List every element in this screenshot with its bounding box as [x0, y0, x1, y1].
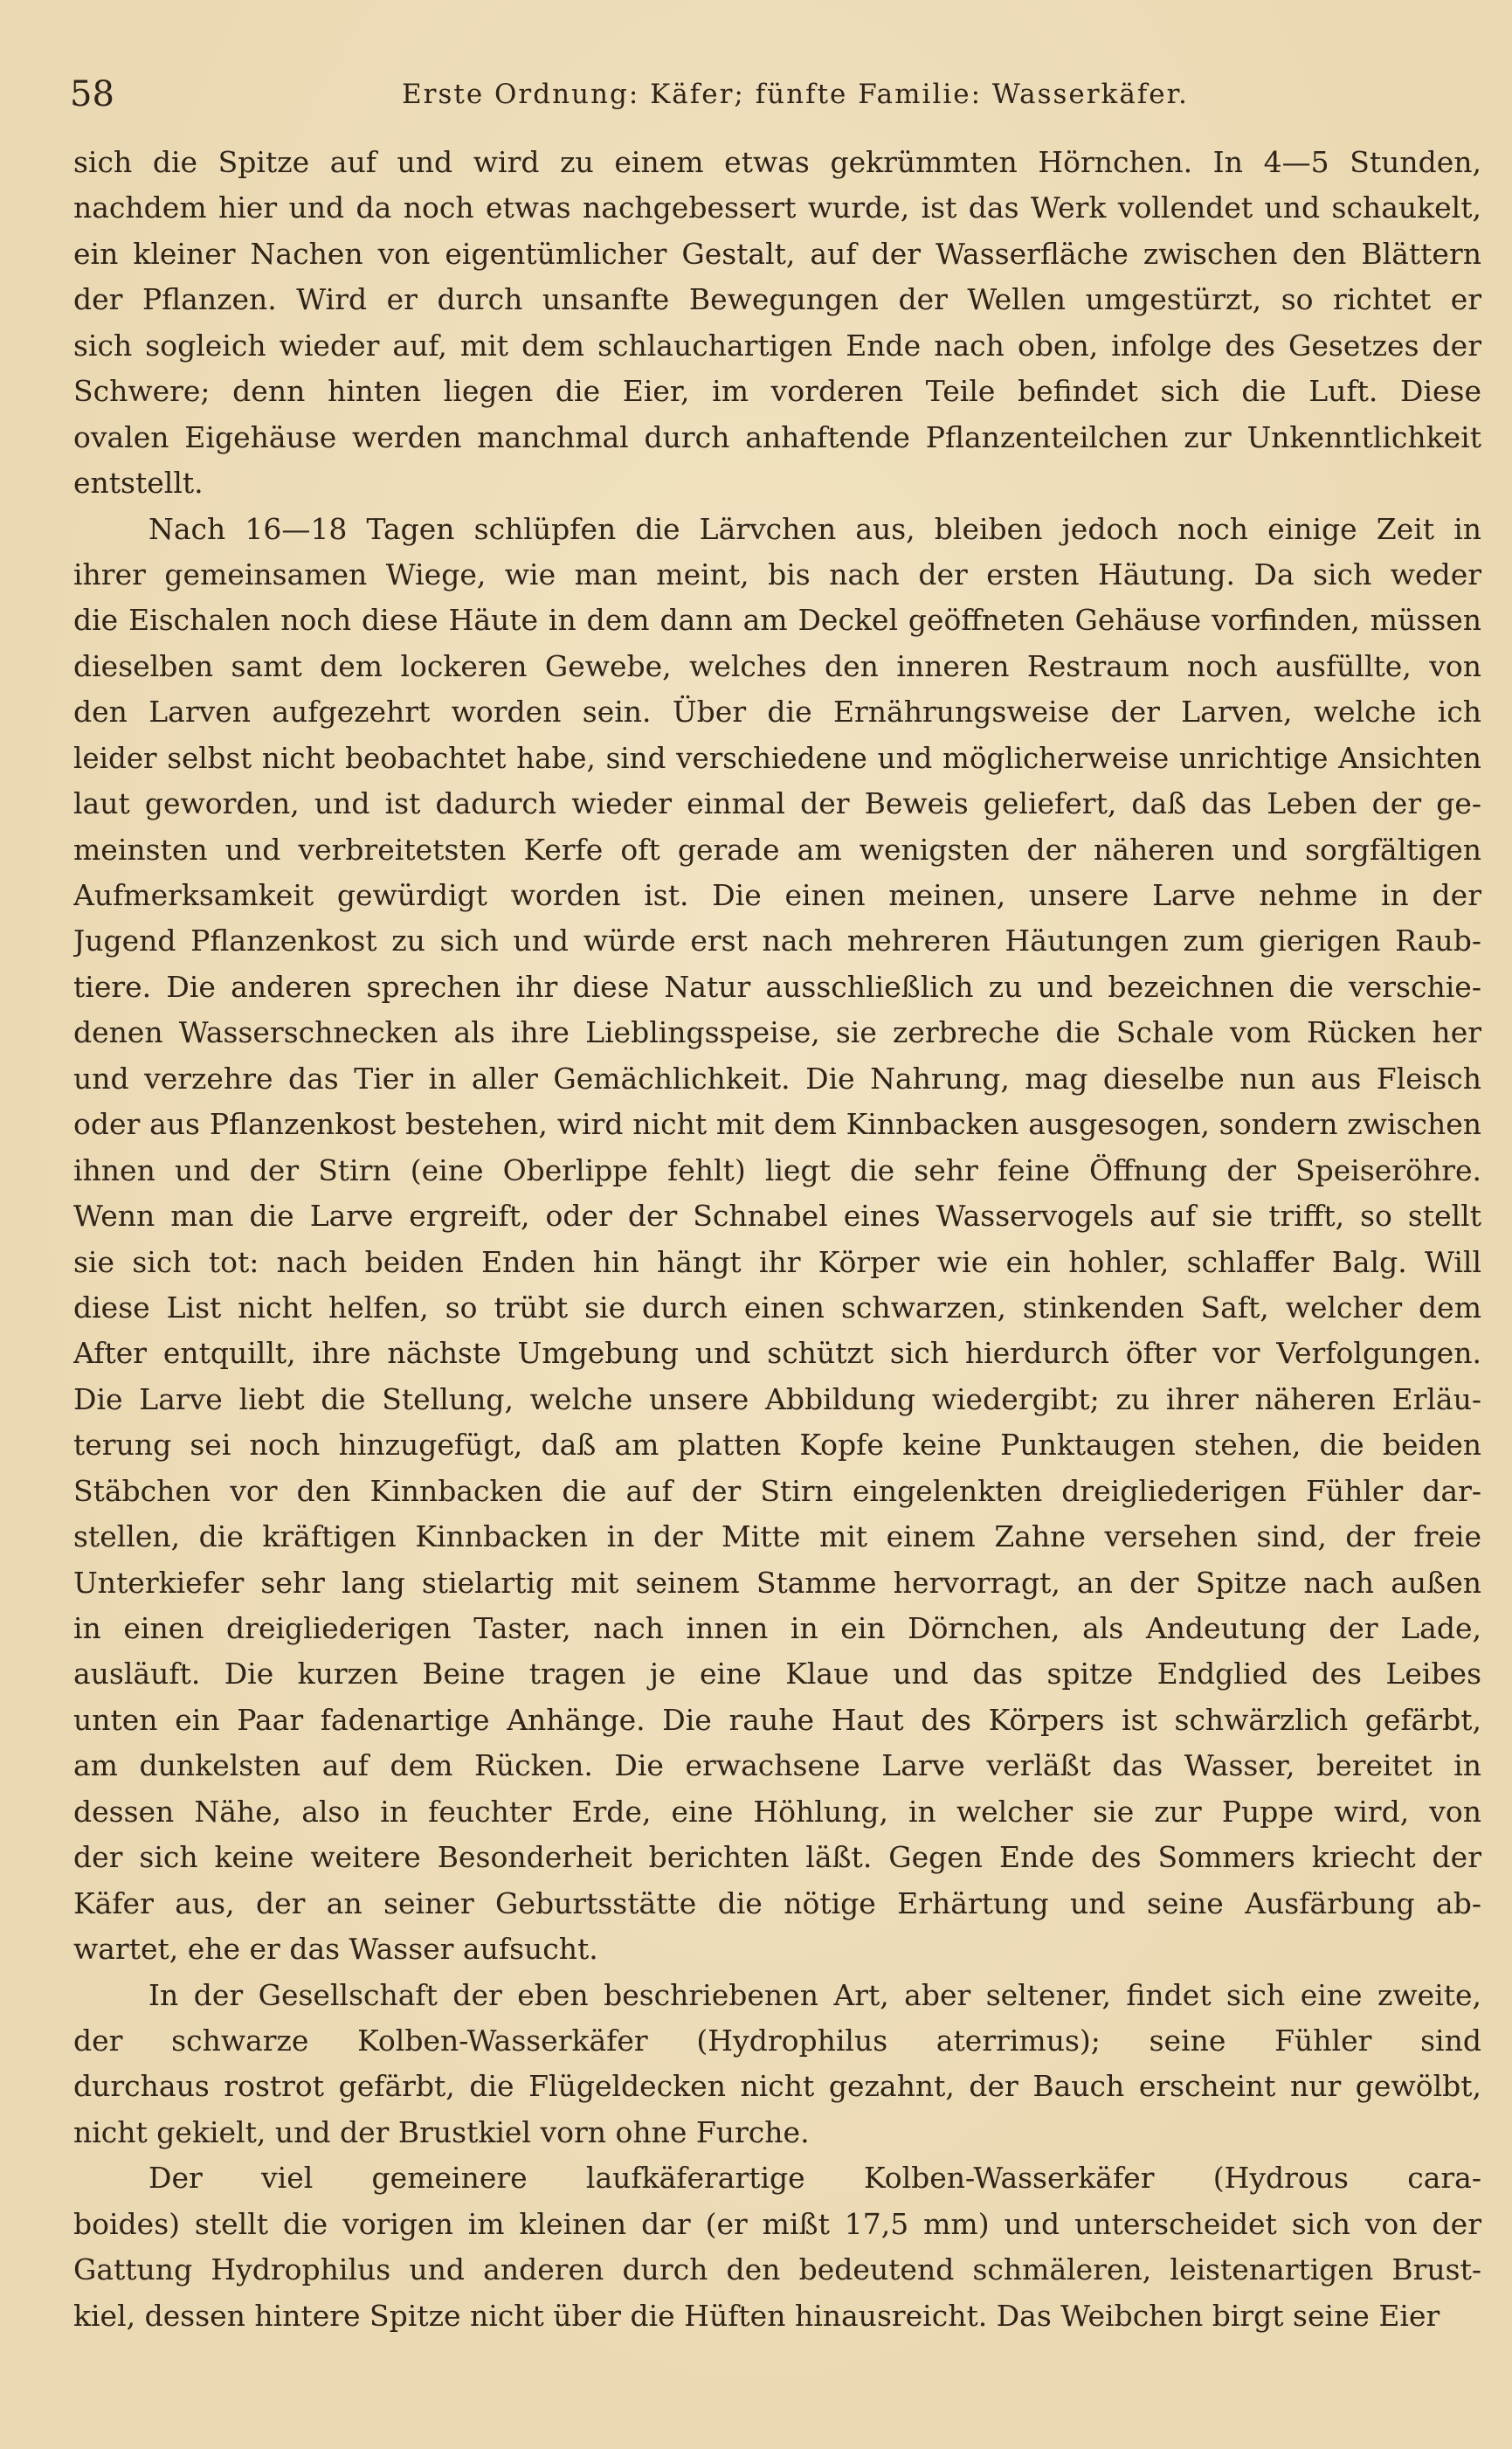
running-title: Erste Ordnung: Käfer; fünfte Familie: Wasserkäfer. — [402, 79, 1189, 110]
running-head — [70, 68, 1442, 121]
paragraph — [73, 2155, 1481, 2339]
text-line: Unterkiefer sehr lang stielartig mit seinem Stamme hervorragt, an der Spitze nach außen — [73, 1565, 1481, 1600]
text-line: Schwere; denn hinten liegen die Eier, im vorderen Teile befindet sich die Luft. Diese — [73, 374, 1481, 409]
text-line: Wenn man die Larve ergreift, oder der Schnabel eines Wasservogels auf sie trifft, so stellt — [73, 1199, 1481, 1234]
text-line: Gattung Hydrophilus und anderen durch den bedeutend schmäleren, leistenartigen Brust- — [73, 2252, 1481, 2287]
text-line: der sich keine weitere Besonderheit berichten läßt. Gegen Ende des Sommers kriecht der — [73, 1840, 1481, 1875]
text-line: sich sogleich wieder auf, mit dem schlauchartigen Ende nach oben, infolge des Gesetzes der — [73, 328, 1481, 363]
text-line: Nach 16—18 Tagen schlüpfen die Lärvchen aus, bleiben jedoch noch einige Zeit in — [148, 511, 1481, 546]
text-line: oder aus Pflanzenkost bestehen, wird nicht mit dem Kinnbacken ausgesogen, sondern zwischen — [73, 1107, 1481, 1142]
text-line: wartet, ehe er das Wasser aufsucht. — [73, 1932, 598, 1967]
text-line: nachdem hier und da noch etwas nachgebessert wurde, ist das Werk vollendet und schaukelt, — [73, 190, 1481, 225]
text-line: Die Larve liebt die Stellung, welche unsere Abbildung wiedergibt; zu ihrer näheren Erläu- — [73, 1381, 1481, 1416]
text-line: After entquillt, ihre nächste Umgebung und schützt sich hierdurch öfter vor Verfolgungen. — [73, 1336, 1481, 1371]
page-number: 58 — [70, 74, 114, 114]
text-line: Stäbchen vor den Kinnbacken die auf der Stirn eingelenkten dreigliederigen Fühler dar- — [73, 1473, 1481, 1508]
text-line: diese List nicht helfen, so trübt sie durch einen schwarzen, stinkenden Saft, welcher dem — [73, 1290, 1481, 1325]
text-line: sich die Spitze auf und wird zu einem etwas gekrümmten Hörnchen. In 4—5 Stunden, — [73, 145, 1481, 179]
paragraph — [73, 140, 1481, 507]
text-line: ihnen und der Stirn (eine Oberlippe fehlt) liegt die sehr feine Öffnung der Speiseröhre. — [73, 1152, 1481, 1187]
text-line: der schwarze Kolben-Wasserkäfer (Hydrophilus aterrimus); seine Fühler sind — [73, 2023, 1481, 2058]
body-text — [73, 140, 1481, 2339]
text-line: stellen, die kräftigen Kinnbacken in der Mitte mit einem Zahne versehen sind, der freie — [73, 1519, 1481, 1554]
text-line: am dunkelsten auf dem Rücken. Die erwachsene Larve verläßt das Wasser, bereitet in — [73, 1748, 1481, 1783]
text-line: denen Wasserschnecken als ihre Lieblingsspeise, sie zerbreche die Schale vom Rücken her — [73, 1015, 1481, 1050]
text-line: ausläuft. Die kurzen Beine tragen je eine Klaue und das spitze Endglied des Leibes — [73, 1657, 1481, 1691]
text-line: meinsten und verbreitetsten Kerfe oft gerade am wenigsten der näheren und sorgfältigen — [73, 832, 1481, 867]
paragraph — [73, 1973, 1481, 2156]
text-line: in einen dreigliederigen Taster, nach innen in ein Dörnchen, als Andeutung der Lade, — [73, 1611, 1481, 1645]
text-line: kiel, dessen hintere Spitze nicht über die Hüften hinausreicht. Das Weibchen birgt seine Eier — [73, 2298, 1440, 2333]
text-line: und verzehre das Tier in aller Gemächlichkeit. Die Nahrung, mag dieselbe nun aus Fleisch — [73, 1061, 1481, 1096]
text-line: durchaus rostrot gefärbt, die Flügeldecken nicht gezahnt, der Bauch erscheint nur gewölbt, — [73, 2069, 1481, 2104]
text-line: In der Gesellschaft der eben beschriebenen Art, aber seltener, findet sich eine zweite, — [148, 1977, 1481, 2012]
text-line: leider selbst nicht beobachtet habe, sind verschiedene und möglicherweise unrichtige Ansichten — [73, 741, 1481, 775]
text-line: Käfer aus, der an seiner Geburtsstätte die nötige Erhärtung und seine Ausfärbung ab- — [73, 1885, 1481, 1920]
text-line: terung sei noch hinzugefügt, daß am platten Kopfe keine Punktaugen stehen, die beiden — [73, 1428, 1481, 1463]
text-line: Jugend Pflanzenkost zu sich und würde erst nach mehreren Häutungen zum gierigen Raub- — [73, 924, 1481, 958]
text-line: ihrer gemeinsamen Wiege, wie man meint, bis nach der ersten Häutung. Da sich weder — [73, 557, 1481, 591]
text-line: ovalen Eigehäuse werden manchmal durch anhaftende Pflanzenteilchen zur Unkenntlichkeit — [73, 419, 1481, 454]
text-line: die Eischalen noch diese Häute in dem dann am Deckel geöffneten Gehäuse vorfinden, müssen — [73, 603, 1481, 638]
text-line: der Pflanzen. Wird er durch unsanfte Bewegungen der Wellen umgestürzt, so richtet er — [73, 282, 1481, 317]
paragraph — [73, 507, 1481, 1973]
text-line: Der viel gemeinere laufkäferartige Kolben-Wasserkäfer (Hydrous cara- — [148, 2161, 1481, 2196]
text-line: den Larven aufgezehrt worden sein. Über die Ernährungsweise der Larven, welche ich — [73, 695, 1481, 730]
text-line: entstellt. — [73, 466, 204, 501]
text-line: laut geworden, und ist dadurch wieder einmal der Beweis geliefert, daß das Leben der ge- — [73, 786, 1481, 821]
text-line: tiere. Die anderen sprechen ihr diese Natur ausschließlich zu und bezeichnen die verschie- — [73, 969, 1481, 1004]
text-line: dessen Nähe, also in feuchter Erde, eine Höhlung, in welcher sie zur Puppe wird, von — [73, 1794, 1481, 1829]
text-line: nicht gekielt, und der Brustkiel vorn ohne Furche. — [73, 2114, 810, 2149]
text-line: Aufmerksamkeit gewürdigt worden ist. Die einen meinen, unsere Larve nehme in der — [73, 878, 1481, 912]
text-line: boides) stellt die vorigen im kleinen dar (er mißt 17,5 mm) und unterscheidet sich von der — [73, 2206, 1481, 2241]
text-line: unten ein Paar fadenartige Anhänge. Die rauhe Haut des Körpers ist schwärzlich gefärbt, — [73, 1702, 1481, 1737]
text-line: ein kleiner Nachen von eigentümlicher Gestalt, auf der Wasserfläche zwischen den Blättern — [73, 236, 1481, 271]
text-line: sie sich tot: nach beiden Enden hin hängt ihr Körper wie ein hohler, schlaffer Balg. Will — [73, 1244, 1481, 1279]
text-line: dieselben samt dem lockeren Gewebe, welches den inneren Restraum noch ausfüllte, von — [73, 648, 1481, 683]
